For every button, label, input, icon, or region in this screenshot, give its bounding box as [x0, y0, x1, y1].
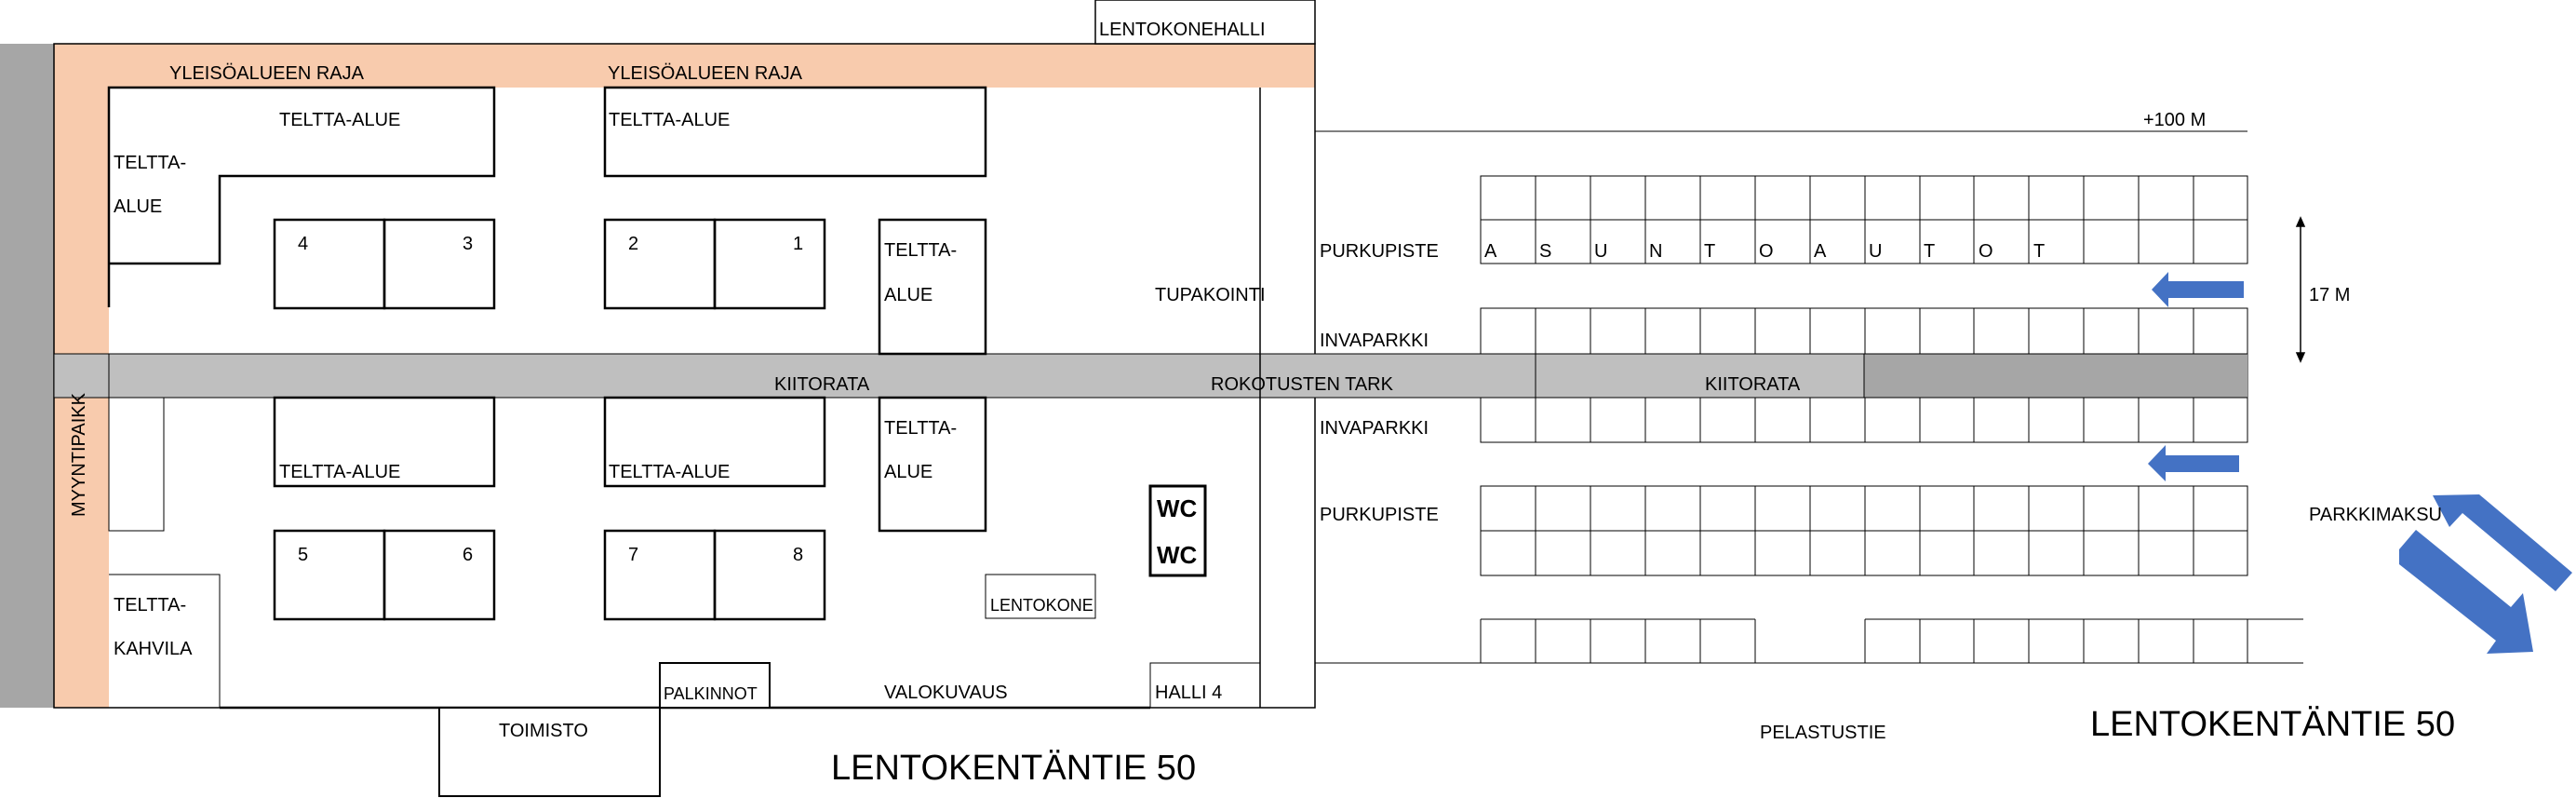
tent-area-top-label-2: TELTTA-ALUE — [609, 110, 731, 130]
tent-area-mid-top-label-2: ALUE — [884, 285, 933, 305]
address-label-2: LENTOKENTÄNTIE 50 — [2090, 705, 2456, 744]
tent-area-mid-bot-label-1: TELTTA- — [884, 418, 958, 439]
asuntoautot-letter-1: A — [1484, 241, 1497, 262]
purkupiste-label-2: PURKUPISTE — [1320, 505, 1439, 525]
asuntoautot-letter-7: A — [1814, 241, 1827, 262]
tent-area-bot-label-2: TELTTA-ALUE — [609, 462, 731, 482]
public-area-border-label-2: YLEISÖALUEEN RAJA — [608, 63, 802, 84]
runway-dark-section — [1864, 354, 2247, 398]
booth-6-number: 6 — [463, 545, 474, 565]
dimension-arrow — [2297, 218, 2304, 361]
booth-1 — [715, 220, 825, 308]
pelastustie-label: PELASTUSTIE — [1760, 723, 1886, 743]
distance-17-label: 17 M — [2309, 285, 2351, 305]
booth-1-number: 1 — [793, 234, 804, 254]
runway-label-2: KIITORATA — [1705, 374, 1801, 395]
tent-area-left-label-1: TELTTA- — [114, 153, 187, 173]
asuntoautot-letter-11: T — [2033, 241, 2046, 262]
entry-arrow-bottom — [2148, 445, 2239, 481]
invaparkki-label-1: INVAPARKKI — [1320, 331, 1429, 351]
booth-7 — [605, 531, 715, 619]
runway-label-1: KIITORATA — [774, 374, 870, 395]
booth-8-number: 8 — [793, 545, 804, 565]
booth-2 — [605, 220, 715, 308]
tupakointi-label: TUPAKOINTI — [1155, 285, 1266, 305]
booth-3-number: 3 — [463, 234, 474, 254]
outer-wall — [0, 44, 54, 708]
purkupiste-label-1: PURKUPISTE — [1320, 241, 1439, 262]
wc-label-1: WC — [1157, 494, 1198, 522]
booth-8 — [715, 531, 825, 619]
asuntoautot-letter-3: U — [1594, 241, 1608, 262]
invaparkki-label-2: INVAPARKKI — [1320, 418, 1429, 439]
tent-area-top-label-1: TELTTA-ALUE — [279, 110, 401, 130]
booth-6 — [384, 531, 494, 619]
asuntoautot-letter-10: O — [1979, 241, 1993, 262]
tent-area-mid-bot-label-2: ALUE — [884, 462, 933, 482]
booth-2-number: 2 — [628, 234, 639, 254]
booth-5-number: 5 — [298, 545, 309, 565]
myyntipaikka-box — [109, 398, 164, 531]
halli-4-label: HALLI 4 — [1155, 683, 1223, 703]
public-area-left-top — [54, 88, 109, 354]
lentokonehalli-label: LENTOKONEHALLI — [1099, 20, 1266, 40]
asuntoautot-letter-5: T — [1704, 241, 1716, 262]
tent-area-bot-label-1: TELTTA-ALUE — [279, 462, 401, 482]
booth-3 — [384, 220, 494, 308]
booth-4 — [275, 220, 384, 308]
asuntoautot-letter-2: S — [1539, 241, 1552, 262]
public-area-border-label-1: YLEISÖALUEEN RAJA — [169, 63, 364, 84]
address-label-1: LENTOKENTÄNTIE 50 — [831, 749, 1197, 788]
booth-5 — [275, 531, 384, 619]
tent-area-mid-top-label-1: TELTTA- — [884, 240, 958, 261]
booth-7-number: 7 — [628, 545, 639, 565]
toimisto-label: TOIMISTO — [499, 721, 588, 741]
asuntoautot-letter-9: T — [1924, 241, 1936, 262]
lentokone-label: LENTOKONE — [990, 596, 1093, 615]
asuntoautot-letter-6: O — [1759, 241, 1774, 262]
teltta-kahvila-label-1: TELTTA- — [114, 595, 187, 615]
myyntipaikka-text: MYYNTIPAIKK — [69, 393, 89, 517]
palkinnot-label: PALKINNOT — [664, 684, 758, 703]
parkkimaksu-label: PARKKIMAKSU — [2309, 505, 2442, 525]
asuntoautot-letter-8: U — [1869, 241, 1883, 262]
asuntoautot-letter-4: N — [1649, 241, 1663, 262]
plus-100-label: +100 M — [2143, 110, 2207, 130]
rokotusten-tark-label: ROKOTUSTEN TARK — [1211, 374, 1393, 395]
tent-area-left-label-2: ALUE — [114, 196, 163, 217]
entry-arrow-top — [2152, 272, 2244, 307]
wc-label-2: WC — [1157, 541, 1198, 569]
booth-4-number: 4 — [298, 234, 309, 254]
valokuvaus-label: VALOKUVAUS — [884, 683, 1008, 703]
teltta-kahvila-label-2: KAHVILA — [114, 639, 193, 659]
tent-area-top-mid — [605, 88, 986, 176]
